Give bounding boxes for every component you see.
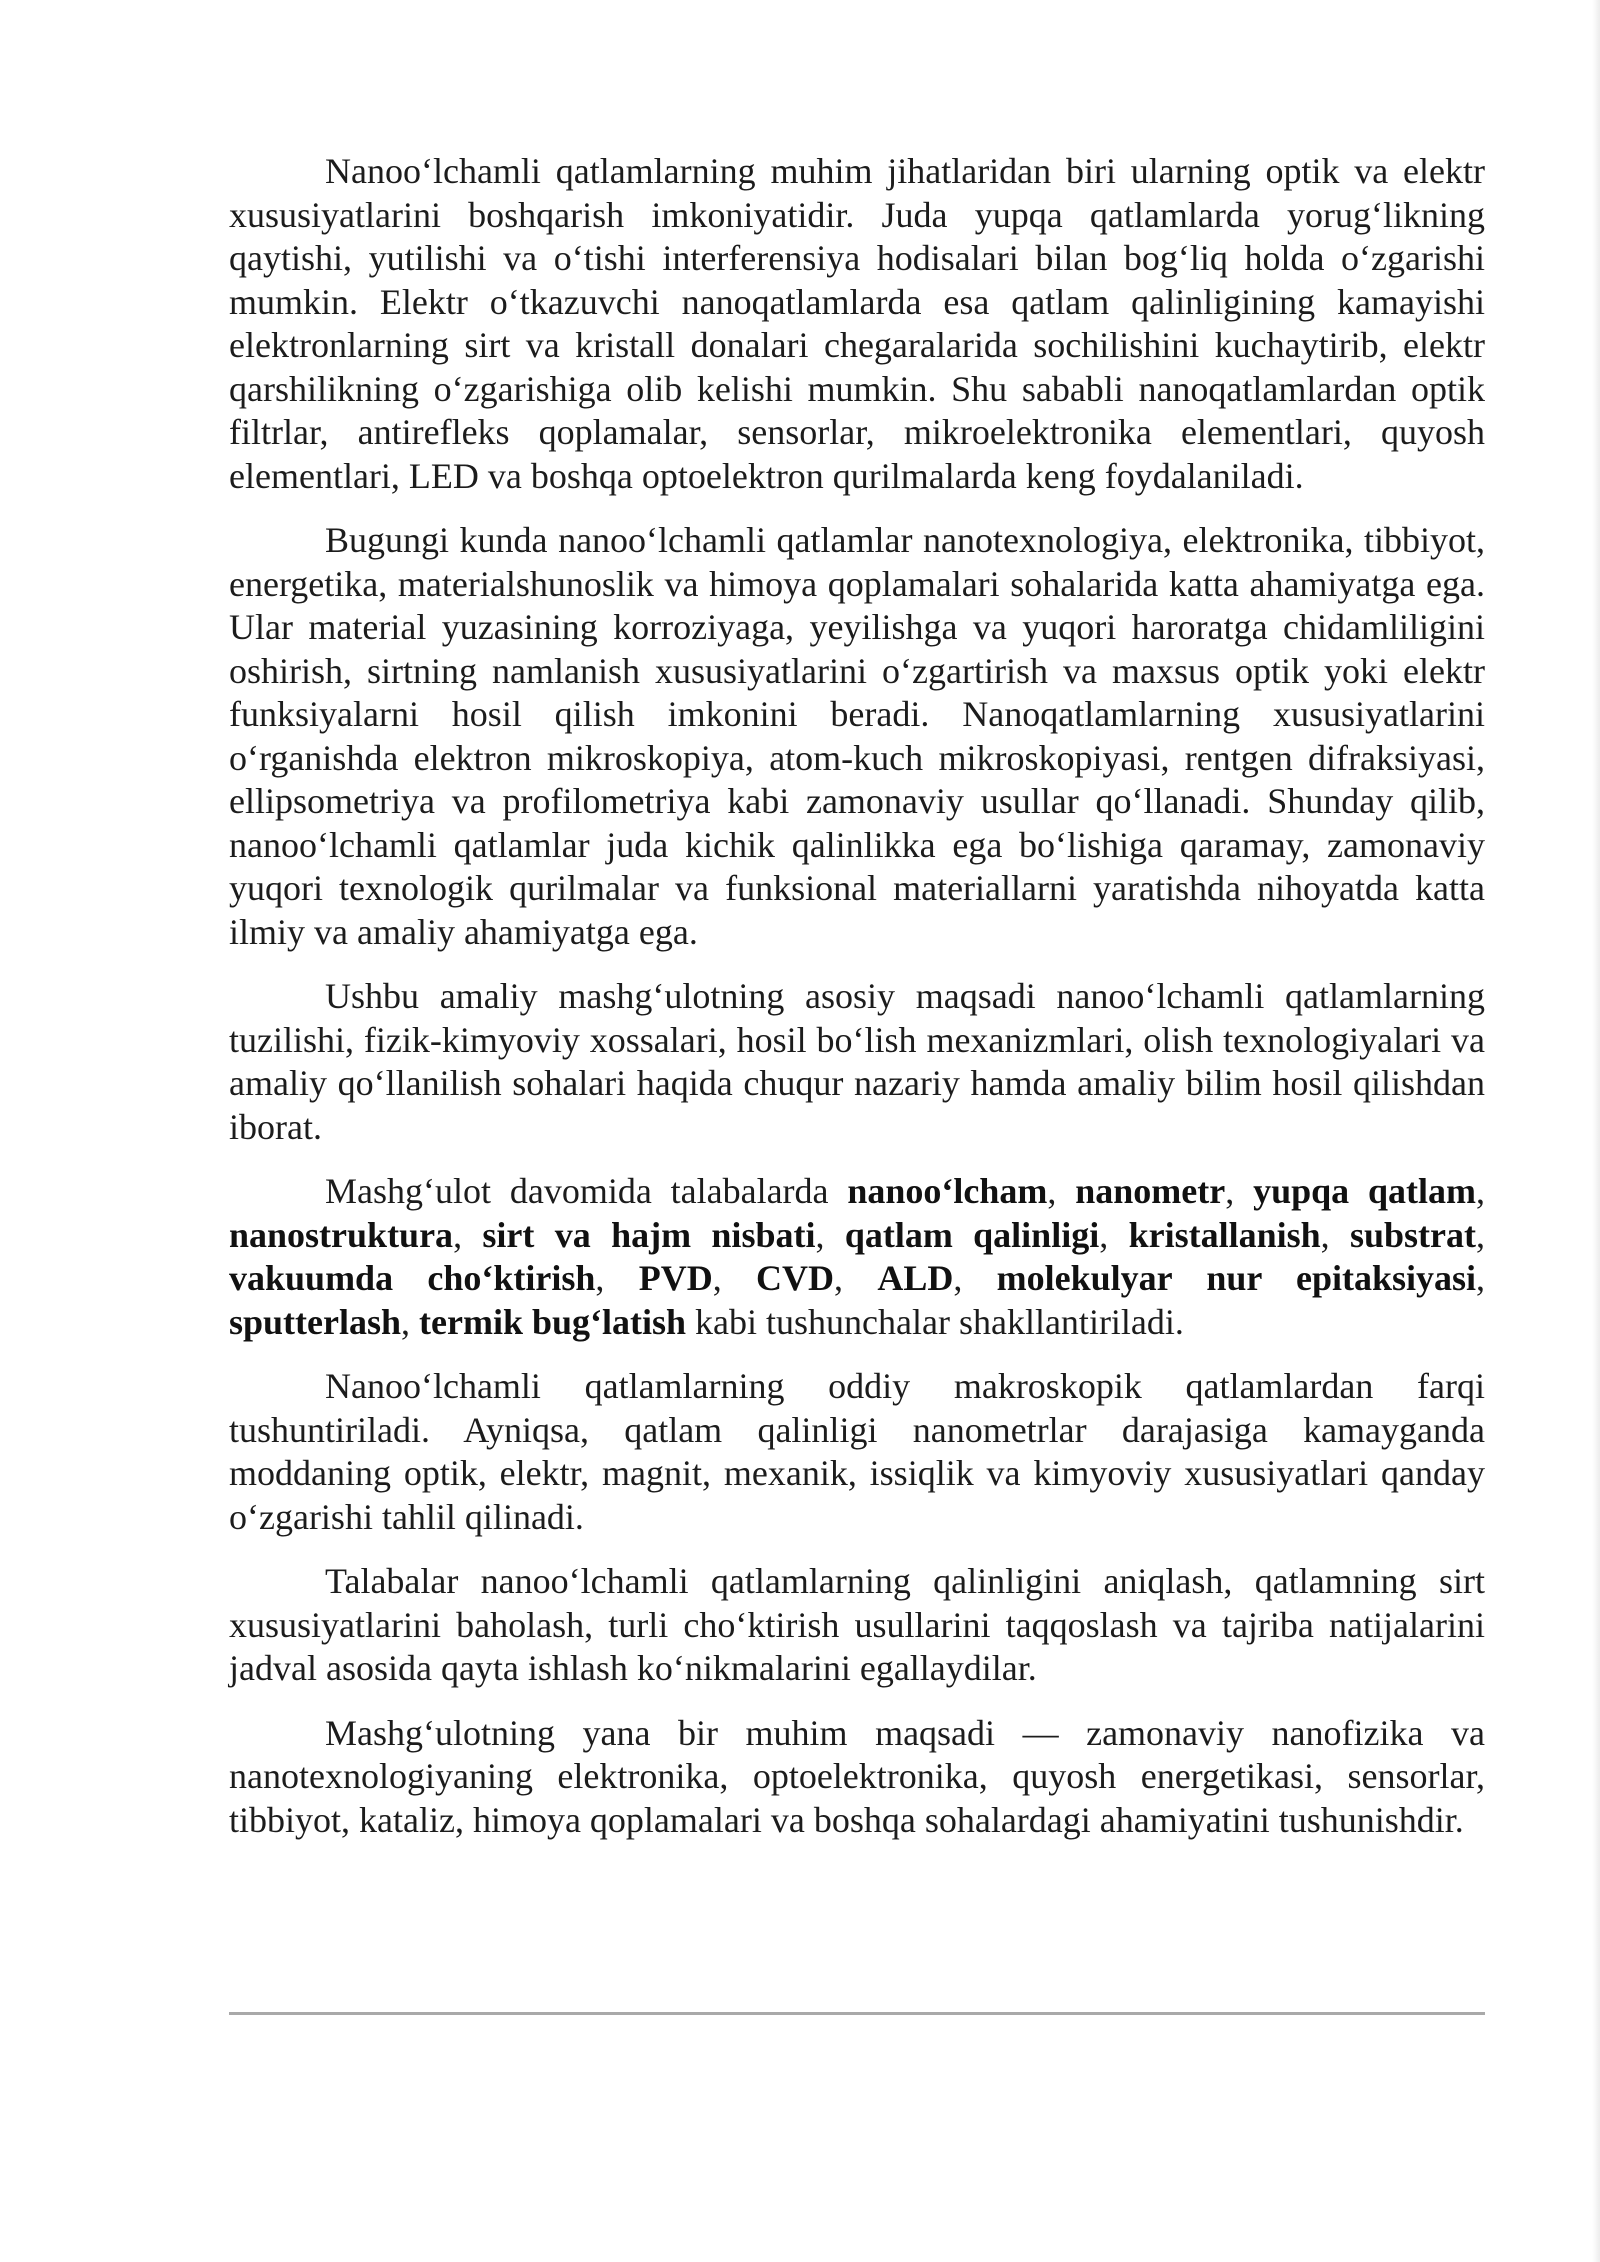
- key-terms-outro: kabi tushunchalar shakllantiriladi.: [686, 1301, 1184, 1342]
- key-term: termik bug‘latish: [419, 1301, 687, 1342]
- term-separator: ,: [401, 1301, 420, 1342]
- key-term: molekulyar nur epitaksiyasi: [996, 1258, 1477, 1298]
- term-separator: ,: [834, 1258, 878, 1298]
- key-term: sirt va hajm nisbati: [482, 1214, 816, 1255]
- key-term: nanometr: [1075, 1171, 1226, 1211]
- term-separator: ,: [1476, 1171, 1485, 1211]
- paragraph-optical-electrical-properties: Nanoo‘lchamli qatlamlarning muhim jihatlaridan biri ularning optik va elektr xususiyatlarini boshqarish imkoniyatidir. Juda yupqa qatlamlarda yorug‘likning qaytishi, yutilishi va o‘tishi interferensiya hodisalari bilan bog‘liq holda o‘zgarishi mumkin. Elektr o‘tkazuvchi nanoqatlamlarda esa qatlam qalinligining kamayishi elektronlarning sirt va kristall donalari chegaralarida sochilishini kuchaytirib, elektr qarshilikning o‘zgarishiga olib kelishi mumkin. Shu sababli nanoqatlamlardan optik filtrlar, antirefleks qoplamalar, sensorlar, mikroelektronika elementlari, quyosh elementlari, LED va boshqa optoelektron qurilmalarda keng foydalaniladi.: [229, 151, 1485, 496]
- term-separator: ,: [1320, 1214, 1350, 1255]
- key-term: sputterlash: [229, 1301, 402, 1342]
- paragraph-lesson-goal: Ushbu amaliy mashg‘ulotning asosiy maqsadi nanoo‘lchamli qatlamlarning tuzilishi, fizik-kimyoviy xossalari, hosil bo‘lish mexanizmlari, olish texnologiyalari va amaliy qo‘llanilish sohalari haqida chuqur nazariy hamda amaliy bilim hosil qilishdan iborat.: [229, 976, 1485, 1147]
- term-separator: ,: [1225, 1171, 1254, 1211]
- key-term: qatlam qalinligi: [844, 1214, 1100, 1255]
- term-separator: ,: [1099, 1214, 1129, 1255]
- term-separator: ,: [815, 1214, 845, 1255]
- page-edge-shadow: [1592, 0, 1600, 2262]
- key-term: nanoo‘lcham: [847, 1171, 1048, 1211]
- term-separator: ,: [1476, 1214, 1485, 1255]
- key-term: vakuumda cho‘ktirish: [229, 1258, 596, 1298]
- paragraph-nano-vs-macro: Nanoo‘lchamli qatlamlarning oddiy makroskopik qatlamlardan farqi tushuntiriladi. Ayniqsa, qatlam qalinligi nanometrlar darajasiga kamayganda moddaning optik, elektr, magnit, mexanik, issiqlik va kimyoviy xususiyatlari qanday o‘zgarishi tahlil qilinadi.: [229, 1366, 1485, 1537]
- term-separator: ,: [1476, 1258, 1486, 1298]
- key-term: CVD: [756, 1258, 835, 1298]
- paragraph-key-terms: [229, 1170, 1485, 1344]
- paragraph-student-skills: Talabalar nanoo‘lchamli qatlamlarning qalinligini aniqlash, qatlamning sirt xususiyatlarini baholash, turli cho‘ktirish usullarini taqqoslash va tajriba natijalarini jadval asosida qayta ishlash ko‘nikmalarini egallaydilar.: [229, 1561, 1485, 1688]
- term-separator: ,: [595, 1258, 639, 1298]
- key-term: PVD: [638, 1258, 713, 1298]
- footer-divider: [229, 2012, 1485, 2015]
- key-term: substrat: [1349, 1214, 1476, 1255]
- page-body: [229, 150, 1485, 1863]
- term-separator: ,: [1047, 1171, 1076, 1211]
- key-term: ALD: [877, 1258, 954, 1298]
- term-separator: ,: [453, 1214, 483, 1255]
- paragraph-additional-goal: Mashg‘ulotning yana bir muhim maqsadi — zamonaviy nanofizika va nanotexnologiyaning elektronika, optoelektronika, quyosh energetikasi, sensorlar, tibbiyot, kataliz, himoya qoplamalari va boshqa sohalardagi ahamiyatini tushunishdir.: [229, 1712, 1485, 1840]
- key-terms-intro: Mashg‘ulot davomida talabalarda: [325, 1171, 848, 1211]
- term-separator: ,: [953, 1258, 997, 1298]
- key-term: nanostruktura: [229, 1214, 454, 1255]
- key-term: kristallanish: [1128, 1214, 1321, 1255]
- paragraph-applications: Bugungi kunda nanoo‘lchamli qatlamlar nanotexnologiya, elektronika, tibbiyot, energetika, materialshunoslik va himoya qoplamalari sohalarida katta ahamiyatga ega. Ular material yuzasining korroziyaga, yeyilishga va yuqori haroratga chidamliligini oshirish, sirtning namlanish xususiyatlarini o‘zgartirish va maxsus optik yoki elektr funksiyalarni hosil qilish imkonini beradi. Nanoqatlamlarning xususiyatlarini o‘rganishda elektron mikroskopiya, atom-kuch mikroskopiyasi, rentgen difraksiyasi, ellipsometriya va profilometriya kabi zamonaviy usullar qo‘llanadi. Shunday qilib, nanoo‘lchamli qatlamlar juda kichik qalinlikka ega bo‘lishiga qaramay, zamonaviy yuqori texnologik qurilmalar va funksional materiallarni yaratishda nihoyatda katta ilmiy va amaliy ahamiyatga ega.: [229, 520, 1485, 952]
- term-separator: ,: [712, 1258, 757, 1298]
- key-term: yupqa qatlam: [1253, 1171, 1476, 1211]
